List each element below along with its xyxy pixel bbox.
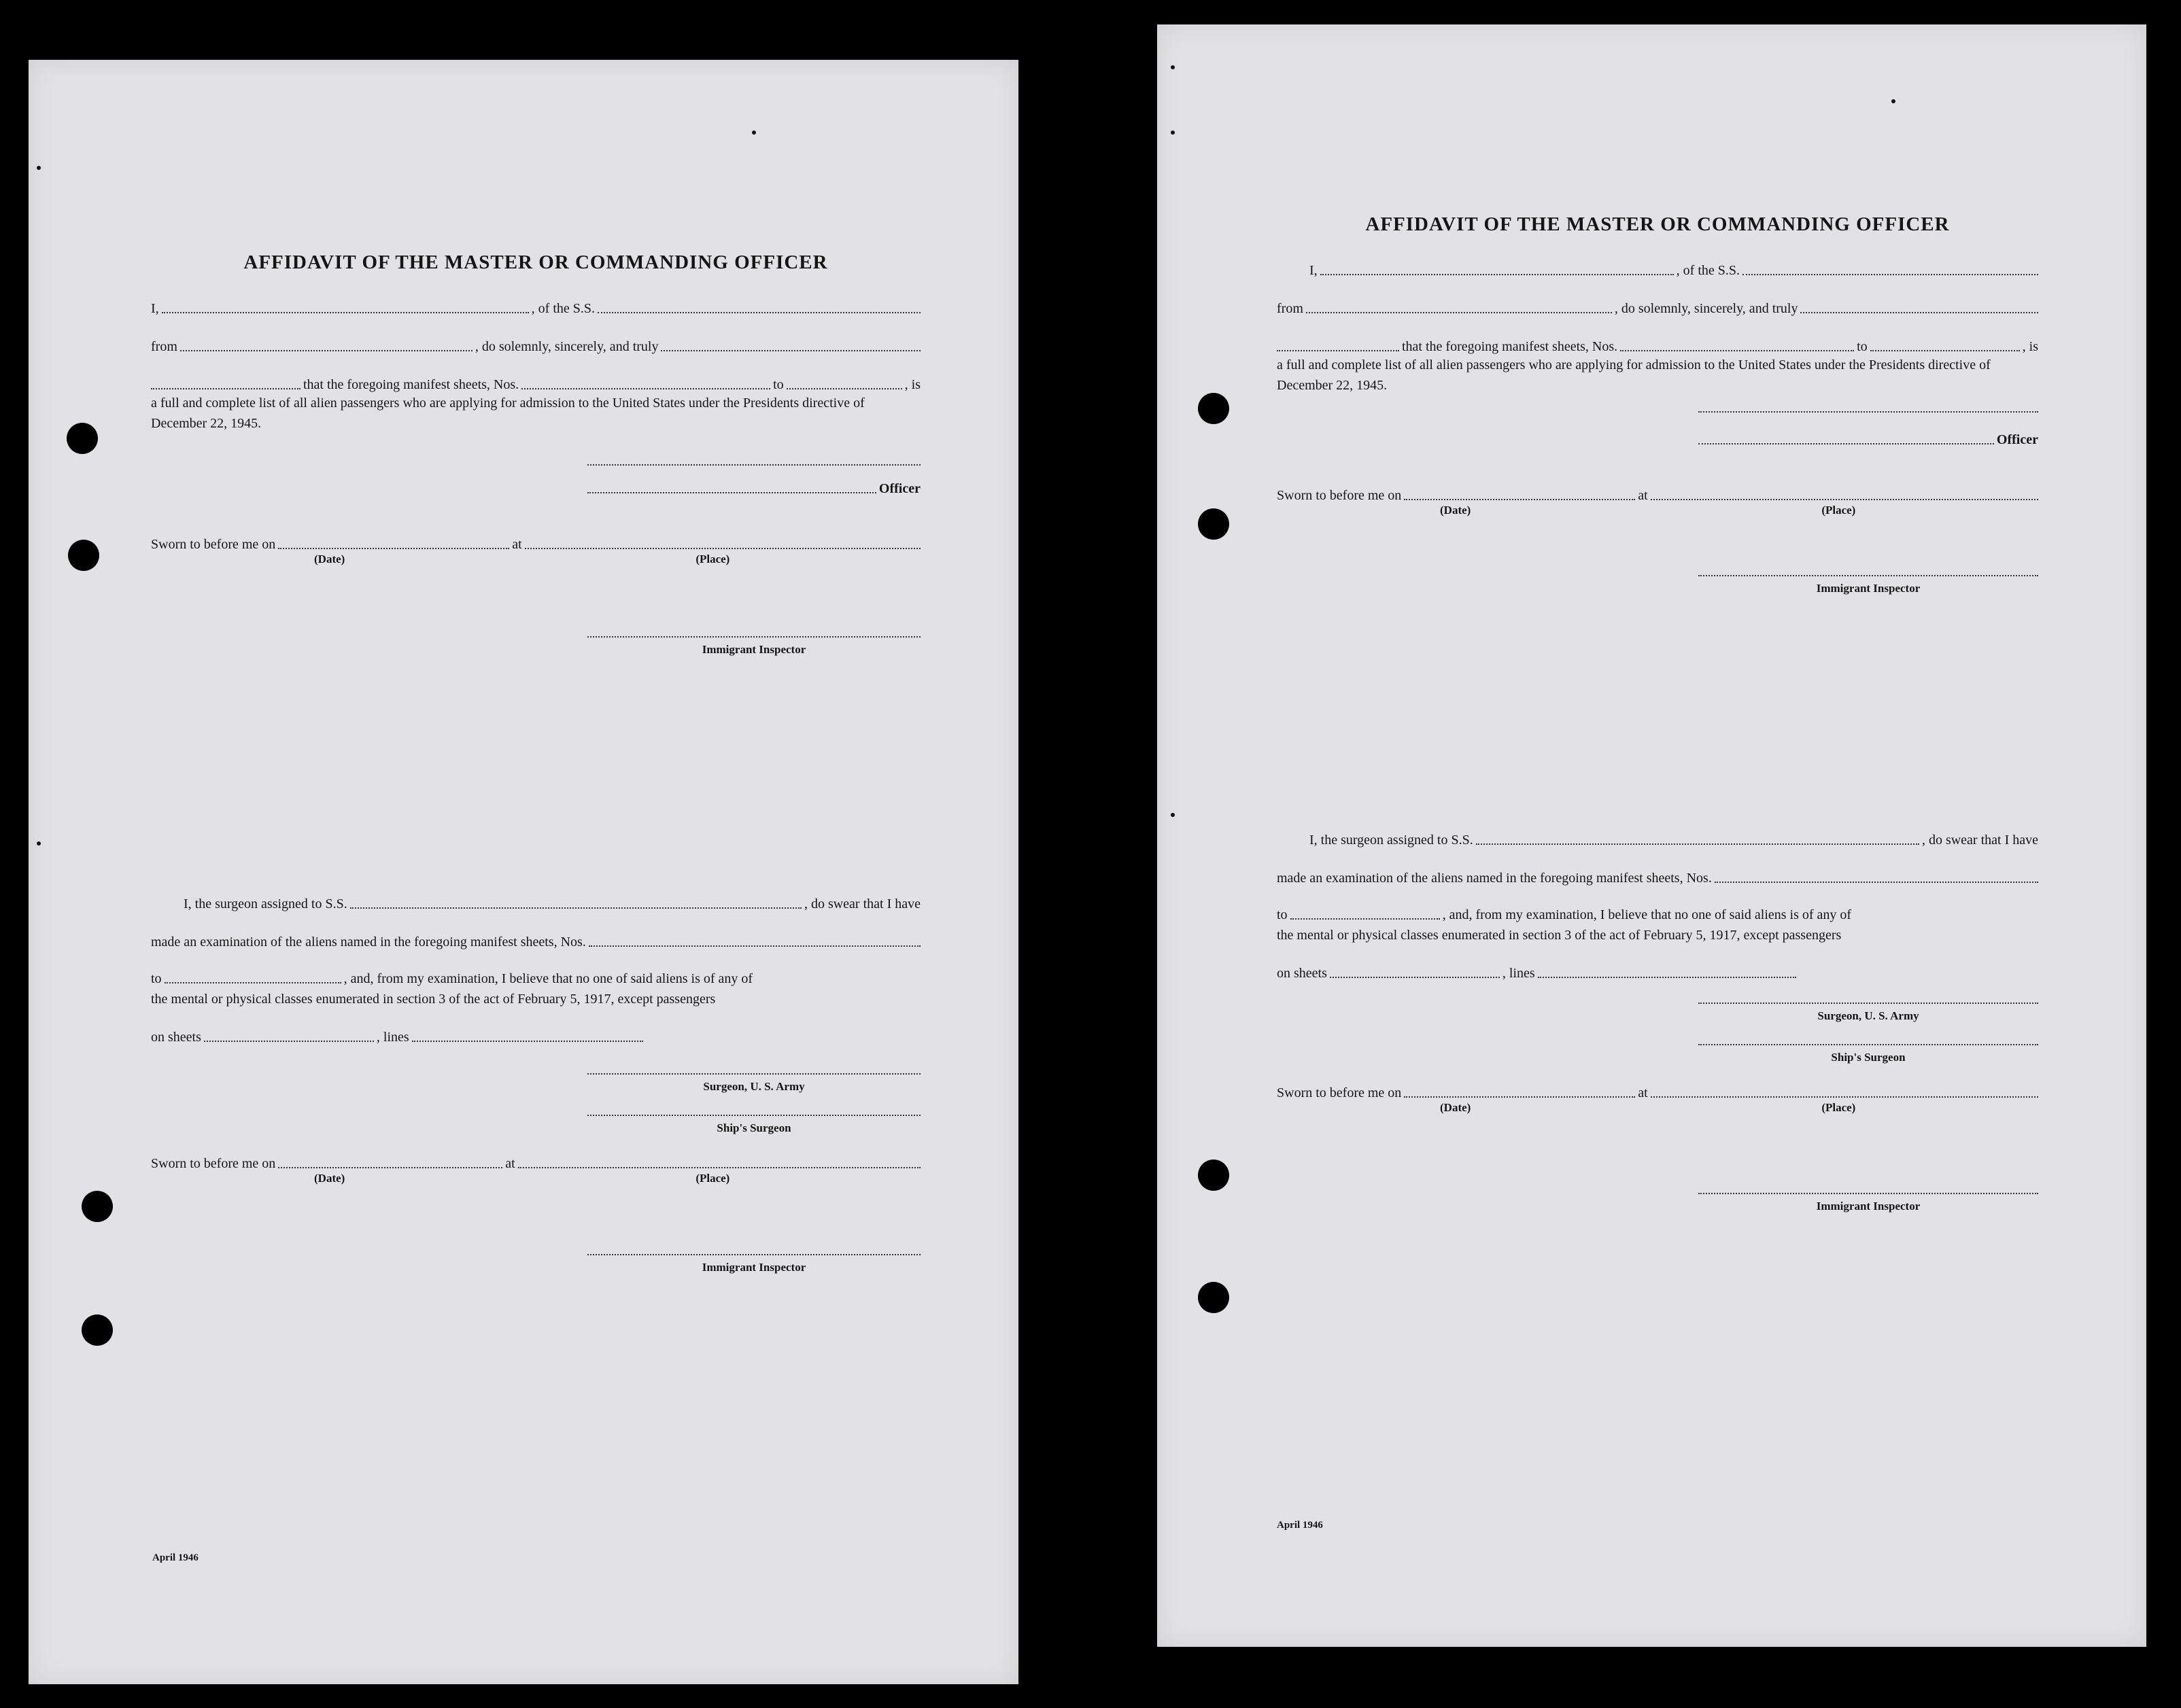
officer-line: Officer <box>587 476 921 497</box>
sworn-place-field[interactable] <box>1651 498 2038 500</box>
punch-hole <box>1198 393 1229 424</box>
inspector-signature[interactable]: Immigrant Inspector <box>587 635 921 657</box>
date-place-captions: (Date) (Place) <box>314 553 730 565</box>
signature-line[interactable] <box>587 464 921 466</box>
exam-sheets-field[interactable] <box>589 945 921 947</box>
ships-surgeon-signature[interactable]: Ship's Surgeon <box>587 1114 921 1135</box>
from-port-field[interactable] <box>180 349 473 351</box>
sworn-line-2: Sworn to before me on at <box>1277 1081 2038 1101</box>
form-page-left <box>29 60 1018 1684</box>
exam-to-field[interactable] <box>1290 918 1440 920</box>
speck <box>37 166 41 170</box>
from-port-field[interactable] <box>1306 311 1612 313</box>
surgeon-line: I, the surgeon assigned to S.S. , do swear that I have <box>184 896 921 911</box>
surgeon-army-signature[interactable]: Surgeon, U. S. Army <box>587 1073 921 1094</box>
sworn-line: Sworn to before me on at <box>151 532 921 553</box>
punch-hole <box>68 540 99 571</box>
declaration-text: a full and complete list of all alien passengers who are applying for admission to the United States under the Presidents directive of December 22, 1945. <box>151 396 865 431</box>
affidavit-form-left <box>151 251 921 1274</box>
declaration-text: a full and complete list of all alien passengers who are applying for admission to the United States under the Presidents directive of December 22, 1945. <box>1277 358 1991 393</box>
date-place-captions-2: (Date) (Place) <box>314 1172 730 1185</box>
master-name-field[interactable] <box>162 311 529 313</box>
punch-hole <box>1198 1282 1229 1313</box>
exam-sheets-field[interactable] <box>1715 881 2038 883</box>
officer-signature-field[interactable] <box>1698 442 1994 445</box>
speck <box>1891 99 1895 103</box>
from-line: from , do solemnly, sincerely, and truly <box>151 334 921 355</box>
punch-hole <box>1198 1160 1229 1191</box>
surgeon-line: I, the surgeon assigned to S.S. , do swear that I have <box>1309 833 2038 848</box>
lines-field[interactable] <box>412 1040 643 1042</box>
punch-hole <box>82 1191 113 1222</box>
surgeon-ship-field[interactable] <box>350 907 802 909</box>
inspector-signature-2[interactable]: Immigrant Inspector <box>1698 1192 2038 1213</box>
officer-line: Officer <box>1698 428 2038 448</box>
form-title: AFFIDAVIT OF THE MASTER OR COMMANDING OFFICER <box>243 251 828 273</box>
form-date-footer: April 1946 <box>152 1552 199 1563</box>
on-sheets-line: on sheets , lines <box>1277 961 2038 981</box>
lines-field[interactable] <box>1538 976 1796 978</box>
punch-hole <box>67 423 98 454</box>
surgeon-ship-field[interactable] <box>1476 843 1919 845</box>
sworn-date-field-2[interactable] <box>278 1166 502 1168</box>
exam-line: made an examination of the aliens named in the foregoing manifest sheets, Nos. <box>151 930 921 950</box>
on-sheets-field[interactable] <box>1330 976 1500 978</box>
officer-signature-field[interactable] <box>587 491 876 493</box>
master-name-field[interactable] <box>1320 273 1674 275</box>
sworn-date-field[interactable] <box>1404 498 1635 500</box>
ship-name-field[interactable] <box>1742 273 2038 275</box>
sheet-to-field[interactable] <box>787 387 902 389</box>
ships-surgeon-signature[interactable]: Ship's Surgeon <box>1698 1043 2038 1064</box>
manifest-sheets-line: that the foregoing manifest sheets, Nos. to , is <box>1277 334 2038 355</box>
master-name-line: I, , of the S.S. <box>1277 258 2038 279</box>
signature-line[interactable] <box>1698 411 2038 413</box>
from-line: from , do solemnly, sincerely, and truly <box>1277 296 2038 317</box>
manifest-sheets-line: that the foregoing manifest sheets, Nos. to , is <box>151 372 921 393</box>
speck <box>1171 130 1175 135</box>
sheet-to-field[interactable] <box>1870 349 2020 351</box>
on-sheets-field[interactable] <box>204 1040 374 1042</box>
blank-field[interactable] <box>151 387 300 389</box>
on-sheets-line: on sheets , lines <box>151 1025 921 1045</box>
form-page-right <box>1157 24 2146 1647</box>
punch-hole <box>1198 508 1229 540</box>
master-name-line: I, , of the S.S. <box>151 296 921 317</box>
sworn-line-2: Sworn to before me on at <box>151 1151 921 1172</box>
sworn-place-field-2[interactable] <box>518 1166 921 1168</box>
blank-field[interactable] <box>1800 311 2038 313</box>
blank-field[interactable] <box>1277 349 1399 351</box>
form-title: AFFIDAVIT OF THE MASTER OR COMMANDING OFFICER <box>1365 213 1950 235</box>
speck <box>1171 65 1175 69</box>
affidavit-form-right <box>1277 213 2038 1213</box>
exam-to-field[interactable] <box>165 981 341 983</box>
surgeon-army-signature[interactable]: Surgeon, U. S. Army <box>1698 1002 2038 1023</box>
inspector-signature[interactable]: Immigrant Inspector <box>1698 574 2038 595</box>
sworn-date-field[interactable] <box>278 547 509 549</box>
speck <box>752 130 756 135</box>
mental-line: the mental or physical classes enumerated in section 3 of the act of February 5, 1917, except passengers <box>151 992 716 1007</box>
sheet-from-field[interactable] <box>521 387 770 389</box>
form-date-footer: April 1946 <box>1277 1520 1323 1531</box>
mental-line: the mental or physical classes enumerated in section 3 of the act of February 5, 1917, except passengers <box>1277 928 1842 943</box>
exam-cont-line: to , and, from my examination, I believe that no one of said aliens is of any of <box>1277 907 1852 922</box>
speck <box>1171 813 1175 817</box>
exam-line: made an examination of the aliens named in the foregoing manifest sheets, Nos. <box>1277 866 2038 886</box>
date-place-captions: (Date) (Place) <box>1440 504 1856 517</box>
date-place-captions-2: (Date) (Place) <box>1440 1101 1856 1114</box>
sworn-place-field-2[interactable] <box>1651 1096 2038 1098</box>
inspector-signature-2[interactable]: Immigrant Inspector <box>587 1253 921 1274</box>
sworn-place-field[interactable] <box>525 547 921 549</box>
exam-cont-line: to , and, from my examination, I believe that no one of said aliens is of any of <box>151 971 753 986</box>
punch-hole <box>82 1314 113 1346</box>
sheet-from-field[interactable] <box>1620 349 1854 351</box>
ship-name-field[interactable] <box>598 311 921 313</box>
sworn-date-field-2[interactable] <box>1404 1096 1635 1098</box>
sworn-line: Sworn to before me on at <box>1277 483 2038 504</box>
blank-field[interactable] <box>661 349 921 351</box>
speck <box>37 841 41 846</box>
